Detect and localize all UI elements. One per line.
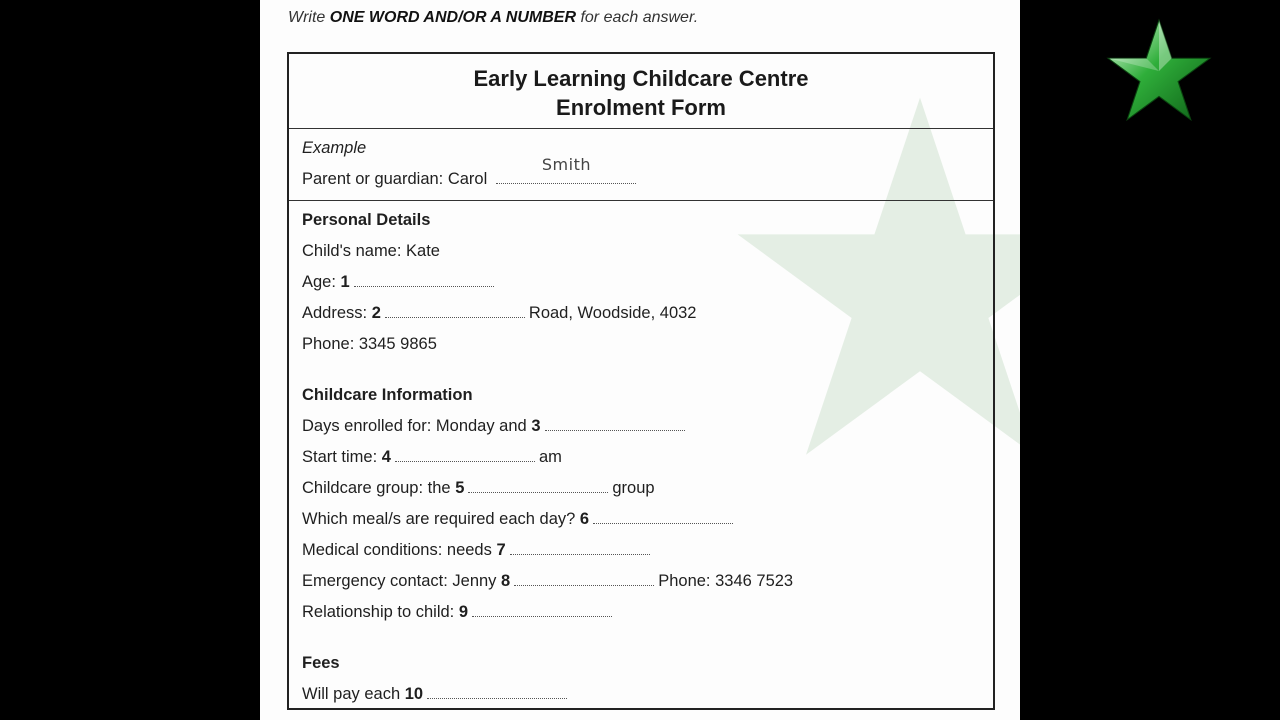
address-line [302,304,696,323]
group-line [302,479,655,498]
example-section [289,129,993,201]
age-line [302,273,498,292]
instruction-emphasis: ONE WORD AND/OR A NUMBER [329,9,576,26]
group-suffix: group [612,479,655,497]
start-time-label: Start time: [302,448,378,466]
group-label: Childcare group: the [302,479,451,497]
answer-blank-3[interactable] [545,418,685,431]
relationship-label: Relationship to child: [302,603,455,621]
example-parent-line [302,155,640,189]
emergency-label: Emergency contact: Jenny [302,572,497,590]
form-title-line-1: Early Learning Childcare Centre [473,66,809,91]
childs-name-line: Child's name: Kate [302,242,440,260]
instruction-text [288,9,698,27]
question-number-10: 10 [404,685,424,703]
question-number-2: 2 [371,304,381,322]
age-label: Age: [302,273,336,291]
instruction-prefix: Write [288,9,330,26]
question-number-9: 9 [458,603,469,621]
answer-blank-6[interactable] [593,511,733,524]
answer-blank-2[interactable] [385,305,525,318]
fees-label: Will pay each [302,685,401,703]
answer-blank-4[interactable] [395,449,535,462]
answer-blank-1[interactable] [354,274,494,287]
question-number-3: 3 [531,417,541,435]
answer-blank-9[interactable] [472,604,612,617]
green-star-icon [1105,18,1213,124]
medical-line [302,541,654,560]
address-suffix: Road, Woodside, 4032 [528,304,697,322]
parent-guardian-label: Parent or guardian: Carol [302,170,488,188]
answer-blank-5[interactable] [468,480,608,493]
example-answer: Smith [541,155,591,174]
instruction-suffix: for each answer. [576,9,699,26]
meals-line [302,510,737,529]
enrolment-form [287,52,995,710]
emergency-phone: Phone: 3346 7523 [658,572,794,590]
question-number-4: 4 [381,448,391,466]
form-header [289,54,993,129]
relationship-line [302,603,616,622]
question-number-5: 5 [455,479,465,497]
question-number-8: 8 [501,572,511,590]
meals-label: Which meal/s are required each day? [302,510,576,528]
question-number-1: 1 [340,273,350,291]
example-label: Example [302,139,367,157]
days-label: Days enrolled for: Monday and [302,417,527,435]
answer-blank-10[interactable] [427,686,567,699]
start-time-suffix: am [538,448,562,466]
childcare-info-heading: Childcare Information [302,386,473,404]
phone-line: Phone: 3345 9865 [302,335,437,353]
answer-blank-8[interactable] [514,573,654,586]
days-line [302,417,689,436]
start-time-line [302,448,562,467]
personal-details-heading: Personal Details [302,211,431,229]
fees-heading: Fees [302,654,340,672]
answer-blank-7[interactable] [510,542,650,555]
fees-line [302,685,571,704]
question-number-6: 6 [579,510,590,528]
emergency-line [302,572,793,591]
question-number-7: 7 [496,541,506,559]
worksheet-page [260,0,1020,720]
medical-label: Medical conditions: needs [302,541,492,559]
address-label: Address: [302,304,368,322]
form-title-line-2: Enrolment Form [556,95,726,120]
example-answer-blank [496,155,636,184]
